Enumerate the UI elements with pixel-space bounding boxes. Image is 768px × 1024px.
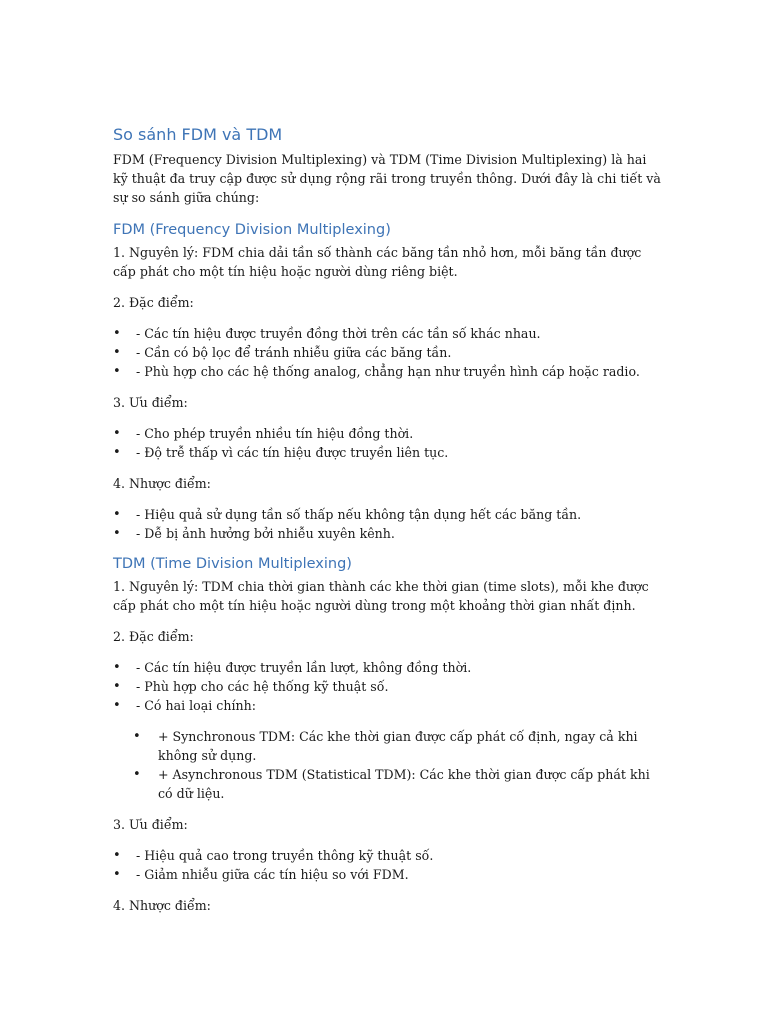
list-item: • - Dễ bị ảnh hưởng bởi nhiễu xuyên kênh. bbox=[113, 524, 661, 543]
list-item: • - Cho phép truyền nhiều tín hiệu đồng thời. bbox=[113, 424, 661, 443]
list-item: • - Có hai loại chính: bbox=[113, 696, 661, 715]
list-item: • - Giảm nhiễu giữa các tín hiệu so với FDM. bbox=[113, 865, 661, 884]
tdm-principle: 1. Nguyên lý: TDM chia thời gian thành các khe thời gian (time slots), mỗi khe được cấp phát cho một tín hiệu hoặc người dùng trong một khoảng thời gian nhất định. bbox=[113, 579, 649, 613]
fdm-heading: FDM (Frequency Division Multiplexing) bbox=[113, 222, 391, 238]
list-item: • - Phù hợp cho các hệ thống kỹ thuật số. bbox=[113, 677, 661, 696]
tdm-features-label: 2. Đặc điểm: bbox=[113, 629, 194, 644]
list-item: • - Các tín hiệu được truyền đồng thời trên các tần số khác nhau. bbox=[113, 324, 661, 343]
fdm-features-label: 2. Đặc điểm: bbox=[113, 295, 194, 310]
intro-paragraph: FDM (Frequency Division Multiplexing) và TDM (Time Division Multiplexing) là hai kỹ thuật đa truy cập được sử dụng rộng rãi trong truyền thông. Dưới đây là chi tiết và sự so sánh giữa chúng: bbox=[113, 152, 661, 205]
fdm-pros-list bbox=[113, 424, 661, 462]
list-item: • - Hiệu quả sử dụng tần số thấp nếu không tận dụng hết các băng tần. bbox=[113, 505, 661, 524]
tdm-pros-list bbox=[113, 846, 661, 884]
tdm-features-list bbox=[113, 658, 661, 715]
list-item: • + Asynchronous TDM (Statistical TDM): Các khe thời gian được cấp phát khi có dữ liệu. bbox=[113, 765, 661, 803]
fdm-principle: 1. Nguyên lý: FDM chia dải tần số thành các băng tần nhỏ hơn, mỗi băng tần được cấp phát cho một tín hiệu hoặc người dùng riêng biệt. bbox=[113, 245, 642, 279]
list-item: • + Synchronous TDM: Các khe thời gian được cấp phát cố định, ngay cả khi không sử dụng. bbox=[113, 727, 661, 765]
fdm-pros-label: 3. Ưu điểm: bbox=[113, 395, 188, 410]
fdm-cons-list bbox=[113, 505, 661, 543]
list-item: • - Phù hợp cho các hệ thống analog, chẳng hạn như truyền hình cáp hoặc radio. bbox=[113, 362, 661, 381]
tdm-subtypes-list bbox=[113, 727, 661, 803]
fdm-features-list bbox=[113, 324, 661, 381]
document-title: So sánh FDM và TDM bbox=[113, 125, 283, 144]
tdm-pros-label: 3. Ưu điểm: bbox=[113, 817, 188, 832]
list-item: • - Hiệu quả cao trong truyền thông kỹ thuật số. bbox=[113, 846, 661, 865]
tdm-cons-label: 4. Nhược điểm: bbox=[113, 898, 211, 913]
tdm-heading: TDM (Time Division Multiplexing) bbox=[113, 556, 352, 572]
document-body bbox=[113, 124, 661, 915]
list-item: • - Độ trễ thấp vì các tín hiệu được truyền liên tục. bbox=[113, 443, 661, 462]
list-item: • - Các tín hiệu được truyền lần lượt, không đồng thời. bbox=[113, 658, 661, 677]
list-item: • - Cần có bộ lọc để tránh nhiễu giữa các băng tần. bbox=[113, 343, 661, 362]
fdm-cons-label: 4. Nhược điểm: bbox=[113, 476, 211, 491]
